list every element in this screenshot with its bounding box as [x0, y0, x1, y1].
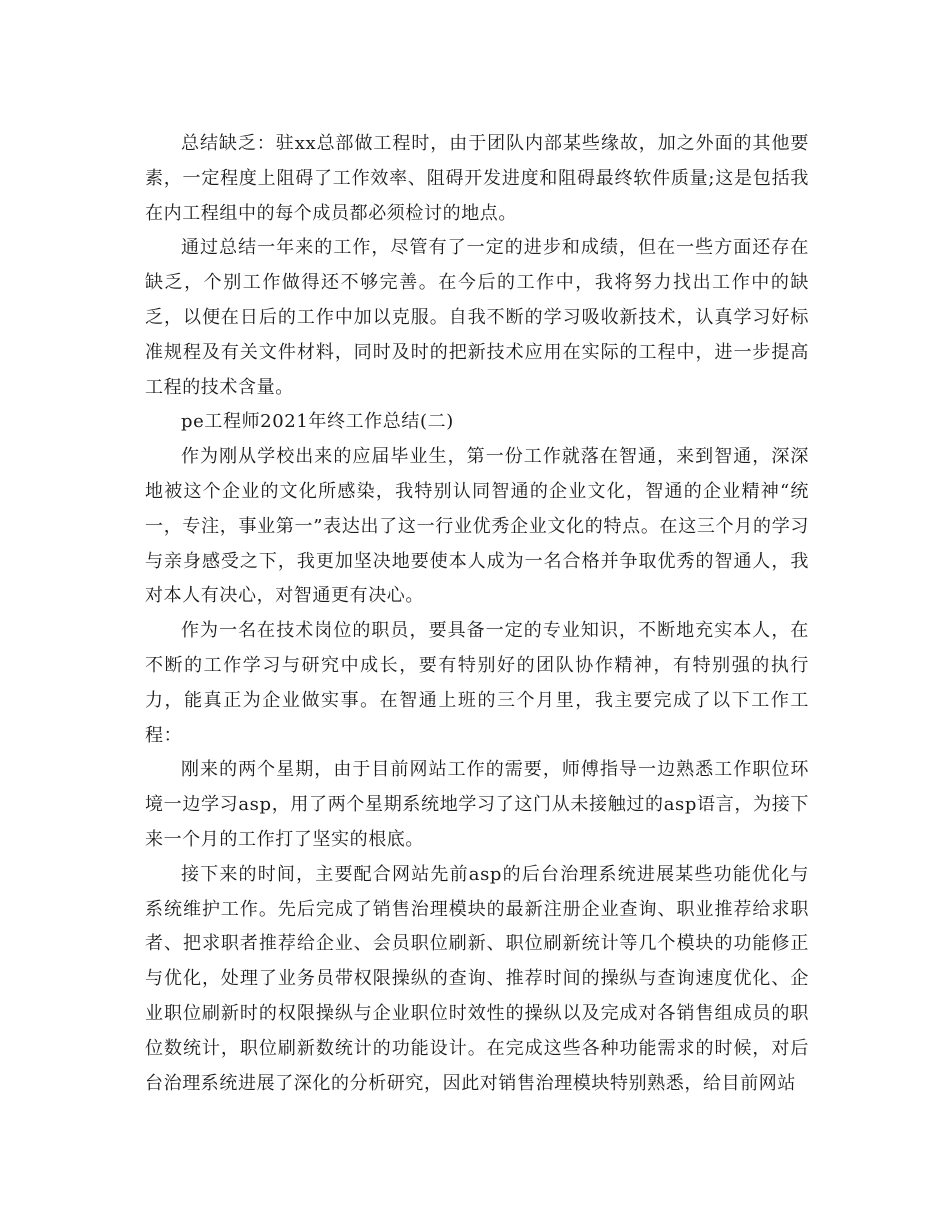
paragraph-backend-work: 接下来的时间，主要配合网站先前asp的后台治理系统进展某些功能优化与系统维护工作。先后完成了销售治理模块的最新注册企业查询、职业推荐给求职者、把求职者推荐给企业、会员职位刷新、职位刷新统计等几个模块的功能修正与优化，处理了业务员带权限操纵的查询、推荐时间的操纵与查询速度优化、企业职位刷新时的权限操纵与企业职位时效性的操纵以及完成对各销售组成员的职位数统计，职位刷新数统计的功能设计。在完成这些各种功能需求的时候，对后台治理系统进展了深化的分析研究，因此对销售治理模块特别熟悉，给目前网站: [145, 863, 809, 1094]
document-body: [145, 127, 809, 1101]
section-heading: pe工程师2021年终工作总结(二): [181, 411, 454, 433]
paragraph-summary-shortcomings: 总结缺乏：驻xx总部做工程时，由于团队内部某些缘故，加之外面的其他要素，一定程度上阻碍了工作效率、阻碍开发进度和阻碍最终软件质量;这是包括我在内工程组中的每个成员都必须检讨的地点。: [145, 133, 809, 224]
paragraph-year-review: 通过总结一年来的工作，尽管有了一定的进步和成绩，但在一些方面还存在缺乏，个别工作做得还不够完善。在今后的工作中，我将努力找出工作中的缺乏，以便在日后的工作中加以克服。自我不断的学习吸收新技术，认真学习好标准规程及有关文件材料，同时及时的把新技术应用在实际的工程中，进一步提高工程的技术含量。: [145, 237, 809, 398]
paragraph-technical-role: 作为一名在技术岗位的职员，要具备一定的专业知识，不断地充实本人，在不断的工作学习与研究中成长，要有特别好的团队协作精神，有特别强的执行力，能真正为企业做实事。在智通上班的三个月里，我主要完成了以下工作工程：: [145, 620, 809, 746]
paragraph-graduate-intro: 作为刚从学校出来的应届毕业生，第一份工作就落在智通，来到智通，深深地被这个企业的文化所感染，我特别认同智通的企业文化，智通的企业精神“统一，专注，事业第一”表达出了这一行业优秀企业文化的特点。在这三个月的学习与亲身感受之下，我更加坚决地要使本人成为一名合格并争取优秀的智通人，我对本人有决心，对智通更有决心。: [145, 446, 809, 607]
paragraph-first-two-weeks: 刚来的两个星期，由于目前网站工作的需要，师傅指导一边熟悉工作职位环境一边学习asp，用了两个星期系统地学习了这门从未接触过的asp语言，为接下来一个月的工作打了坚实的根底。: [145, 759, 809, 850]
